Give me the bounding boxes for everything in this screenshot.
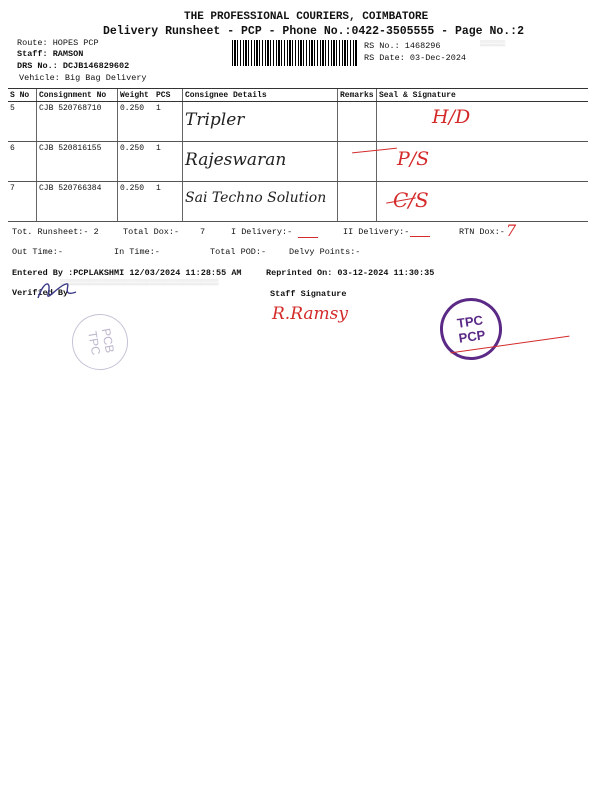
cell-sno: 5 bbox=[8, 102, 37, 142]
cell-consignment: CJB 520768710 bbox=[37, 102, 118, 142]
table-row bbox=[8, 142, 588, 182]
faint-stamp-bottom: TPC bbox=[85, 330, 104, 357]
total-pod: Total POD:- bbox=[210, 247, 267, 257]
entered-by: Entered By :PCPLAKSHMI 12/03/2024 11:28:55 AM bbox=[12, 268, 242, 278]
table-row bbox=[8, 102, 588, 142]
cell-remarks bbox=[338, 102, 377, 142]
rs-number: RS No.: 1468296 bbox=[364, 41, 441, 51]
cell-sno: 7 bbox=[8, 182, 37, 222]
delvy-points: Delvy Points:- bbox=[289, 247, 361, 257]
consignee-handwriting: Tripler bbox=[183, 102, 338, 142]
out-time: Out Time:- bbox=[12, 247, 64, 257]
col-pcs: PCS bbox=[154, 89, 183, 102]
stamp-bottom-text: PCP bbox=[457, 327, 487, 346]
col-sno: S No bbox=[8, 89, 37, 102]
total-dox-value: 7 bbox=[200, 227, 206, 237]
cell-pcs: 1 bbox=[154, 102, 183, 142]
col-consignment: Consignment No bbox=[37, 89, 118, 102]
cell-pcs: 1 bbox=[154, 142, 183, 182]
cell-sno: 6 bbox=[8, 142, 37, 182]
faint-stamp-top: PCB bbox=[98, 327, 117, 354]
in-time: In Time:- bbox=[114, 247, 160, 257]
cell-pcs: 1 bbox=[154, 182, 183, 222]
staff-signature-label: Staff Signature bbox=[270, 289, 347, 299]
cell-weight: 0.250 bbox=[118, 182, 155, 222]
cell-remarks bbox=[338, 182, 377, 222]
runsheet-table bbox=[8, 88, 588, 222]
rtn-dox: RTN Dox:- bbox=[459, 227, 505, 237]
cell-consignment: CJB 520816155 bbox=[37, 142, 118, 182]
barcode bbox=[232, 40, 358, 66]
col-consignee: Consignee Details bbox=[183, 89, 338, 102]
seal-handwriting: P/S bbox=[377, 142, 589, 182]
reprinted-on: Reprinted On: 03-12-2024 11:30:35 bbox=[266, 268, 435, 278]
staff-signature-handwriting: R.Ramsy bbox=[272, 304, 348, 324]
rs-date: RS Date: 03-Dec-2024 bbox=[364, 53, 467, 63]
red-ink-stroke bbox=[298, 237, 318, 238]
cell-weight: 0.250 bbox=[118, 142, 155, 182]
drs-number: DRS No.: DCJB146829602 bbox=[17, 61, 130, 71]
col-remarks: Remarks bbox=[338, 89, 377, 102]
cell-weight: 0.250 bbox=[118, 102, 155, 142]
bleed-through-text: ▒▒▒▒▒▒▒ bbox=[480, 40, 506, 47]
verified-by: Verified By bbox=[12, 288, 69, 298]
staff-label: Staff: RAMSON bbox=[17, 49, 84, 59]
consignee-handwriting: Rajeswaran bbox=[183, 142, 338, 182]
seal-handwriting: H/D bbox=[377, 102, 589, 142]
ii-delivery: II Delivery:- bbox=[343, 227, 410, 237]
table-row bbox=[8, 182, 588, 222]
cell-remarks bbox=[338, 142, 377, 182]
i-delivery: I Delivery:- bbox=[231, 227, 293, 237]
tot-runsheet: Tot. Runsheet:- 2 bbox=[12, 227, 99, 237]
stamp-top-text: TPC bbox=[456, 312, 484, 331]
rtn-dox-handwriting: 7 bbox=[506, 221, 517, 240]
company-title: THE PROFESSIONAL COURIERS, COIMBATORE bbox=[184, 11, 429, 23]
route-label: Route: HOPES PCP bbox=[17, 38, 99, 48]
consignee-handwriting: Sai Techno Solution bbox=[183, 182, 338, 222]
red-ink-stroke bbox=[410, 236, 430, 237]
tpc-pcp-stamp bbox=[436, 294, 506, 364]
col-seal: Seal & Signature bbox=[377, 89, 589, 102]
seal-handwriting: C/S bbox=[377, 182, 589, 222]
faint-tpc-stamp bbox=[68, 310, 133, 375]
runsheet-title: Delivery Runsheet - PCP - Phone No.:0422-3505555 - Page No.:2 bbox=[103, 25, 524, 38]
verifier-signature-mark bbox=[30, 276, 80, 306]
total-dox-label: Total Dox:- bbox=[123, 227, 180, 237]
vehicle-label: Vehicle: Big Bag Delivery bbox=[19, 73, 147, 83]
bleed-through-text: ▒▒▒▒▒▒▒▒▒▒▒▒▒▒▒▒▒▒▒▒▒▒▒▒▒▒▒▒▒▒▒▒▒▒▒▒▒▒▒▒▒▒▒▒ bbox=[60, 279, 219, 286]
table-header-row bbox=[8, 89, 588, 102]
col-weight: Weight bbox=[118, 89, 155, 102]
cell-consignment: CJB 520766384 bbox=[37, 182, 118, 222]
